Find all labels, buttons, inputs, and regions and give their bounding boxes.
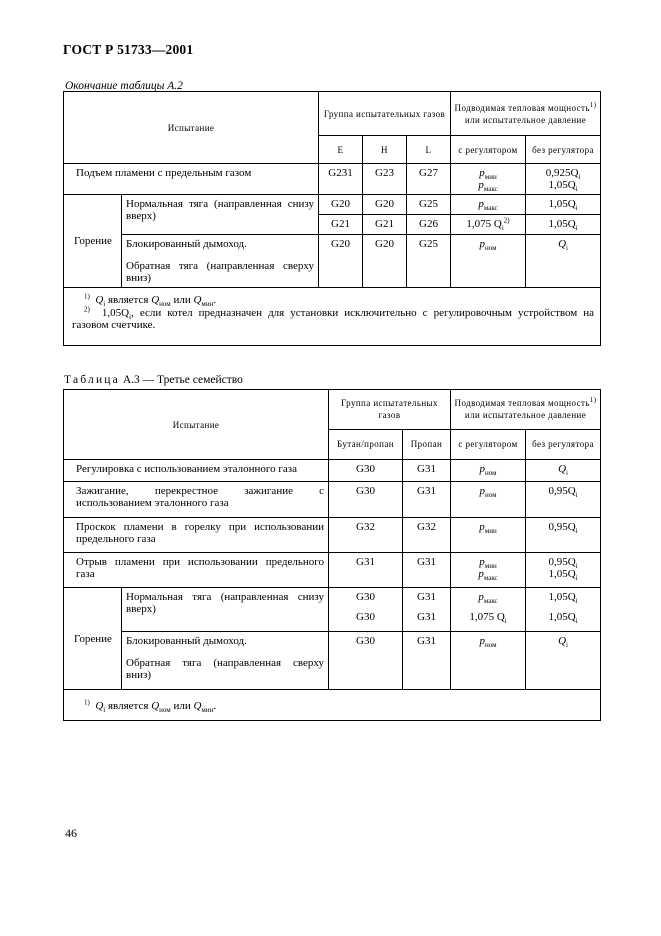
t2-cell: $Q_i$	[526, 460, 601, 482]
t2-header-group: Группа испытательных газов	[329, 390, 451, 430]
t2-header-power: Подводимая тепловая мощность$^{1)}$ или испытательное давление	[451, 390, 601, 430]
table-row	[64, 482, 601, 517]
t1-cell: G20	[363, 235, 407, 288]
t2-cell: $0,95Q_i$ $1,05Q_i$	[526, 552, 601, 587]
table-row	[64, 587, 601, 631]
t2-cell: $p_{макс}$ 1,075 $Q_i$	[451, 587, 526, 631]
t2-footnotes: $^{1)}$ $Q_i$ является $Q_{ном}$ или $Q_{мин}$.	[64, 690, 601, 721]
table2-caption: Таблица А.3 — Третье семейство	[64, 374, 243, 386]
t2-cell: G30 G30	[329, 587, 403, 631]
t2-cell: G30	[329, 482, 403, 517]
t2-normal-draft: Нормальная тяга (направленная снизу вверх)	[122, 587, 329, 631]
table-row	[64, 460, 601, 482]
t2-cell: $0,95Q_i$	[526, 482, 601, 517]
t2-cell: $p_{мин}$ $p_{макс}$	[451, 552, 526, 587]
t2-cell: $p_{ном}$	[451, 460, 526, 482]
t2-col-propane: Пропан	[403, 429, 451, 460]
t2-cell: $1,05Q_i$ $1,05Q_i$	[526, 587, 601, 631]
t2-blocked: Блокированный дымоход.	[126, 634, 247, 647]
t1-blocked: Блокированный дымоход.	[126, 238, 247, 250]
t1-col-h: H	[363, 136, 407, 164]
t2-col-butane: Бутан/пропан	[329, 429, 403, 460]
table-a3	[63, 389, 601, 721]
t1-cell: 1,075 $Q_i^{2)}$	[451, 215, 526, 235]
t2-cell: G31	[403, 552, 451, 587]
t1-cell: G20	[319, 235, 363, 288]
t2-cell: G31 G31	[403, 587, 451, 631]
t1-cell: G25	[407, 235, 451, 288]
t2-cell: G31	[403, 460, 451, 482]
t1-cell: G27	[407, 164, 451, 195]
page-number: 46	[65, 826, 77, 840]
t2-row-label: Отрыв пламени при использовании предельного газа	[64, 552, 329, 587]
table-row	[64, 195, 601, 215]
t1-cell: G21	[363, 215, 407, 235]
t1-cell: G21	[319, 215, 363, 235]
t2-cell: $0,95Q_i$	[526, 517, 601, 552]
table-row	[64, 552, 601, 587]
t2-blocked-cell	[122, 631, 329, 689]
t2-cell: $p_{ном}$	[451, 631, 526, 689]
t1-cell: $Q_i$	[526, 235, 601, 288]
t2-col-reg: с регулятором	[451, 429, 526, 460]
t1-cell: $0,925Q_i$ $1,05Q_i$	[526, 164, 601, 195]
table-row	[64, 631, 601, 689]
t1-header-test: Испытание	[64, 92, 319, 164]
t1-cell: $p_{макс}$	[451, 195, 526, 215]
t2-cell: G31	[403, 482, 451, 517]
t1-cell: G25	[407, 195, 451, 215]
t2-row-label: Регулировка с использованием эталонного газа	[64, 460, 329, 482]
t1-col-e: E	[319, 136, 363, 164]
t1-cell: $1,05Q_i$	[526, 195, 601, 215]
t2-col-noreg: без регулятора	[526, 429, 601, 460]
t1-cell: G23	[363, 164, 407, 195]
t2-cell: G32	[329, 517, 403, 552]
t1-blocked-cell	[122, 235, 319, 288]
t1-cell: $p_{мин}$ $p_{макс}$	[451, 164, 526, 195]
t2-cell: $p_{мин}$	[451, 517, 526, 552]
t1-cell: G231	[319, 164, 363, 195]
t1-cell: G20	[363, 195, 407, 215]
t2-row-label: Проскок пламени в горелку при использовании предельного газа	[64, 517, 329, 552]
t1-col-reg: с регулятором	[451, 136, 526, 164]
t2-cell: G31	[403, 631, 451, 689]
t2-cell: G32	[403, 517, 451, 552]
t2-burning-label: Горение	[64, 587, 122, 689]
t1-footnotes: $^{1)}$ $Q_i$ является $Q_{ном}$ или $Q_{мин}$. $^{2)}$ $1,05Q_i$, если котел предназначен для установки исключительно с регулировочным устройством на газовом счетчике.	[64, 288, 601, 346]
t2-row-label: Зажигание, перекрестное зажигание с использованием эталонного газа	[64, 482, 329, 517]
t1-header-group: Группа испытательных газов	[319, 92, 451, 136]
t1-cell: G26	[407, 215, 451, 235]
table-row	[64, 164, 601, 195]
t2-header-test: Испытание	[64, 390, 329, 460]
t1-col-noreg: без регулятора	[526, 136, 601, 164]
t1-cell: G20	[319, 195, 363, 215]
t1-row-label: Подъем пламени с предельным газом	[64, 164, 319, 195]
table-a2	[63, 91, 601, 346]
t2-reverse: Обратная тяга (направленная сверху вниз)	[126, 656, 324, 681]
t2-cell: $p_{ном}$	[451, 482, 526, 517]
t1-cell: $1,05Q_i$	[526, 215, 601, 235]
t1-cell: $p_{ном}$	[451, 235, 526, 288]
t1-burning-label: Горение	[64, 195, 122, 288]
t2-cell: G30	[329, 631, 403, 689]
document-header: ГОСТ Р 51733—2001	[63, 42, 194, 57]
table-row	[64, 517, 601, 552]
t1-normal-draft: Нормальная тяга (направленная снизу вверх)	[122, 195, 319, 235]
t2-cell: $Q_i$	[526, 631, 601, 689]
t1-header-power: Подводимая тепловая мощность$^{1)}$ или испытательное давление	[451, 92, 601, 136]
t2-cell: G30	[329, 460, 403, 482]
t1-col-l: L	[407, 136, 451, 164]
table1-caption: Окончание таблицы А.2	[65, 80, 183, 92]
t2-cell: G31	[329, 552, 403, 587]
table-row	[64, 235, 601, 288]
t1-reverse: Обратная тяга (направленная сверху вниз)	[126, 260, 314, 284]
